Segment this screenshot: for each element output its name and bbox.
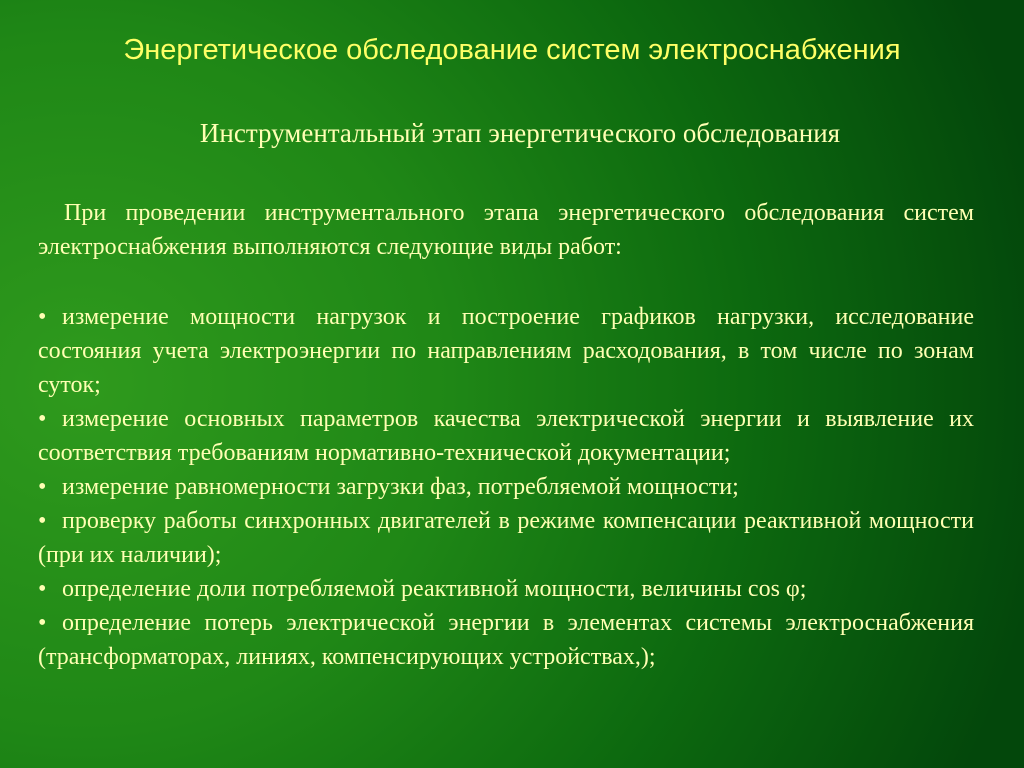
bullet-icon: • [38,610,47,636]
bullet-icon: • [38,406,47,432]
bullet-icon: • [38,508,47,534]
slide-title: Энергетическое обследование систем электроснабжения [123,34,901,66]
list-item-text: проверку работы синхронных двигателей в режиме компенсации реактивной мощности (при их наличии); [38,508,974,568]
list-item [38,470,974,504]
list-item [38,504,974,572]
list-item-text: определение доли потребляемой реактивной мощности, величины cos φ; [62,576,807,602]
slide-body [38,196,974,674]
list-item-text: измерение мощности нагрузок и построение графиков нагрузки, исследование состояния учета электроэнергии по направлениям расходования, в том числе по зонам суток; [38,304,974,398]
bullet-icon: • [38,576,47,602]
list-item [38,300,974,402]
list-item [38,572,974,606]
intro-paragraph: При проведении инструментального этапа энергетического обследования систем электроснабжения выполняются следующие виды работ: [38,200,974,260]
list-item-text: измерение основных параметров качества электрической энергии и выявление их соответствия требованиям нормативно-технической документации; [38,406,974,466]
slide-subtitle: Инструментальный этап энергетического обследования [199,118,841,148]
list-item [38,606,974,674]
bullet-icon: • [38,474,47,500]
list-item-text: измерение равномерности загрузки фаз, потребляемой мощности; [62,474,739,500]
list-item [38,402,974,470]
list-item-text: определение потерь электрической энергии в элементах системы электроснабжения (трансформаторах, линиях, компенсирующих устройствах,); [38,610,974,670]
bullet-icon: • [38,304,47,330]
paragraph-spacer [38,264,974,300]
